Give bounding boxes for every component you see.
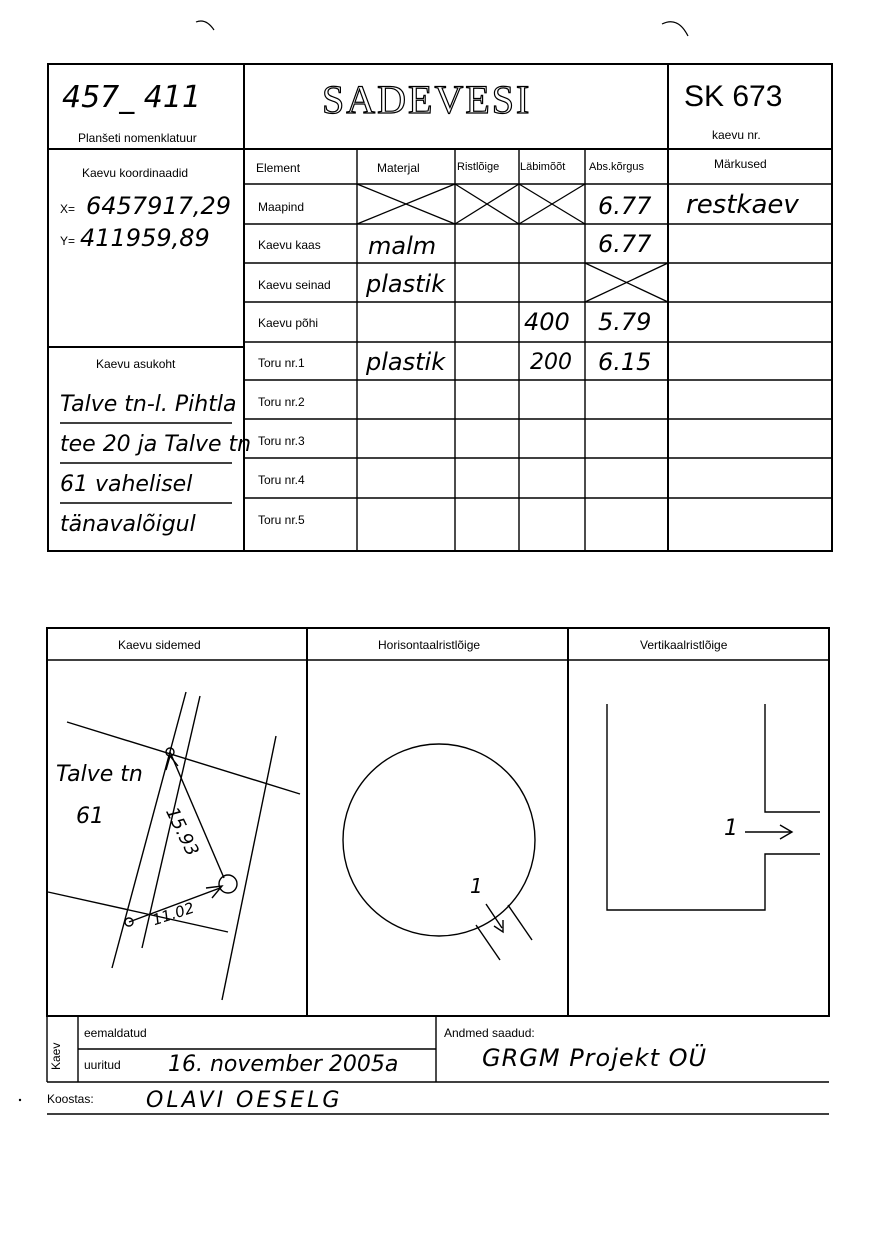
row-element: Kaevu põhi	[258, 316, 319, 330]
page-title: SADEVESI	[322, 77, 532, 122]
surveyed-date: 16. november 2005a	[168, 1052, 399, 1077]
header-materjal: Materjal	[377, 161, 420, 175]
row-element: Toru nr.1	[258, 356, 305, 370]
x-prefix: X=	[60, 202, 76, 216]
well-side-label: Kaev	[49, 1042, 63, 1070]
street-number-label: 61	[76, 804, 104, 829]
row-abs-korgus: 6.15	[598, 348, 652, 376]
row-labimoot: 200	[530, 350, 572, 375]
compiled-label: Koostas:	[47, 1092, 94, 1106]
street-label: Talve tn	[56, 762, 143, 787]
y-coordinate-value: 411959,89	[80, 224, 210, 252]
location-line: Talve tn-l. Pihtla	[60, 392, 237, 417]
vertical-section-label: Vertikaalristlõige	[640, 638, 728, 652]
removed-label: eemaldatud	[84, 1026, 147, 1040]
row-element: Toru nr.5	[258, 513, 305, 527]
row-abs-korgus: 6.77	[598, 230, 652, 258]
connections-sketch	[48, 692, 300, 1000]
header-ristloige: Ristlõige	[457, 161, 500, 173]
location-line: 61 vahelisel	[60, 472, 193, 497]
horizontal-section	[343, 744, 535, 960]
connections-label: Kaevu sidemed	[118, 638, 201, 652]
well-number-label: kaevu nr.	[712, 128, 761, 142]
row-materjal: plastik	[366, 348, 446, 376]
row-element: Toru nr.3	[258, 434, 305, 448]
location-line: tee 20 ja Talve tn	[60, 432, 252, 457]
row-element: Maapind	[258, 200, 305, 214]
nomenclature-value: 457_ 411	[62, 80, 202, 115]
nomenclature-label: Planšeti nomenklatuur	[78, 131, 197, 145]
distance-label-1: 15.93	[161, 804, 203, 860]
row-element: Kaevu seinad	[258, 278, 331, 292]
row-markused: restkaev	[686, 190, 799, 220]
row-element: Toru nr.2	[258, 395, 305, 409]
header-labimoot: Läbimõõt	[520, 161, 566, 173]
x-coordinate-value: 6457917,29	[86, 192, 232, 220]
compiled-value: OLAVI OESELG	[146, 1088, 343, 1113]
surveyed-label: uuritud	[84, 1058, 121, 1072]
header-abs-korgus: Abs.kõrgus	[589, 161, 645, 173]
data-by-value: GRGM Projekt OÜ	[482, 1044, 708, 1072]
location-label: Kaevu asukoht	[96, 357, 176, 371]
row-element: Toru nr.4	[258, 473, 305, 487]
row-materjal: plastik	[366, 270, 446, 298]
horizontal-section-label: Horisontaalristlõige	[378, 638, 481, 652]
row-abs-korgus: 6.77	[598, 192, 652, 220]
location-line: tänavalõigul	[60, 512, 196, 537]
header-markused: Märkused	[714, 157, 767, 171]
y-prefix: Y=	[60, 234, 76, 248]
coordinates-label: Kaevu koordinaadid	[82, 166, 189, 180]
row-materjal: malm	[368, 232, 437, 260]
row-labimoot: 400	[524, 308, 570, 336]
well-number-value: SK 673	[684, 80, 783, 113]
header-element: Element	[256, 161, 301, 175]
pipe-number-vertical: 1	[724, 816, 738, 841]
data-by-label: Andmed saadud:	[444, 1026, 535, 1040]
vertical-section	[607, 704, 820, 910]
row-element: Kaevu kaas	[258, 238, 321, 252]
pipe-number-horizontal: 1	[470, 874, 483, 898]
distance-label-2: 11.02	[150, 898, 197, 930]
row-abs-korgus: 5.79	[598, 308, 652, 336]
